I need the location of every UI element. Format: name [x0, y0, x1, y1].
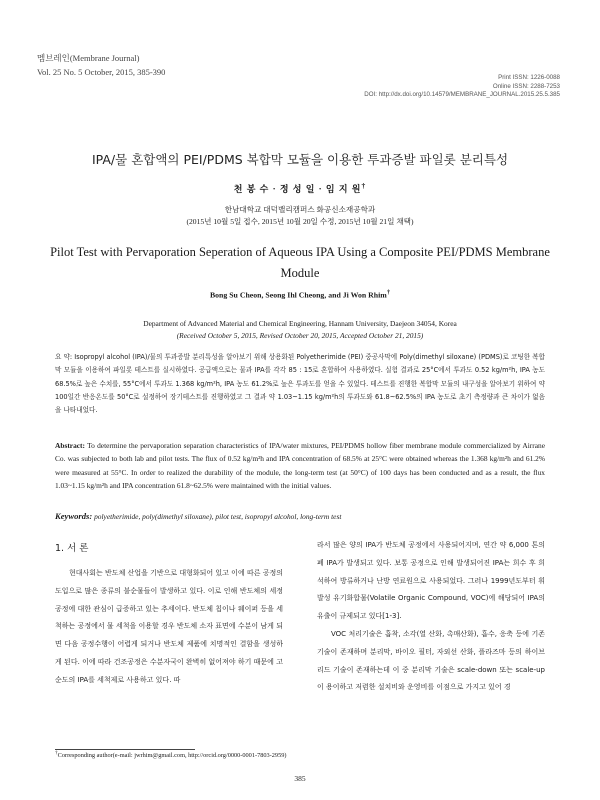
- english-abstract-text: To determine the pervaporation separation characteristics of IPA/water mixtures, PEI/PDMS hollow fiber membrane module commercialized by Airrane Co. was subjected to both lab and pilot tests. The flux of 0.52 kg/m²h and IPA concentration of 68.5% at 25°C were obtained whereas the 1.368 kg/m²h and 61.2% were measured at 55°C. In order to realized the durability of the module, the long-term test (at 50°C) of 100 days has been conducted and as a result, the flux 1.03~1.15 kg/m²h and IPA concentration 61.8~62.5% were maintained with the initial values.: [55, 441, 545, 490]
- footnote-text: Corresponding author(e-mail: jwrhim@gmail.com, http://orcid.org/0000-0001-7803-2959): [57, 752, 287, 760]
- korean-abstract-text: Isopropyl alcohol (IPA)/물의 투과증발 분리특성을 알아보기 위해 상용화된 Polyetherimide (PEI) 중공사막에 Poly(dimethyl siloxane) (PDMS)로 코팅한 복합막 모듈을 이용하여 파일롯 테스트를 실시하였다. 공급액으로는 물과 IPA를 각각 85 : 15로 혼합하여 사용하였다. 실험 결과로 25°C에서 투과도 0.52 kg/m²h, IPA 농도 68.5%로 높은 수치를, 55°C에서 투과도 1.368 kg/m²h, IPA 농도 61.2%로 높은 투과도를 얻을 수 있었다. 테스트를 진행한 복합막 모듈의 내구성을 알아보기 위하여 약 100일간 반응온도를 50°C로 설정하여 장기테스트를 진행하였고 그 결과 약 1.03~1.15 kg/m²h의 투과도와 61.8~62.5%의 IPA 농도로 초기 측정량과 큰 차이가 없음을 나타내었다.: [55, 353, 545, 415]
- english-authors: [0, 289, 600, 300]
- korean-author-names: 천 봉 수 · 정 성 일 · 임 지 원: [233, 184, 362, 194]
- korean-title: IPA/물 혼합액의 PEI/PDMS 복합막 모듈을 이용한 투과증발 파일롯 분리특성: [91, 152, 509, 167]
- english-title: Pilot Test with Pervaporation Seperation of Aqueous IPA Using a Composite PEI/PDMS Membrane Module: [50, 245, 550, 280]
- body-right-column: [317, 537, 545, 697]
- korean-authors: [0, 181, 600, 195]
- section-heading: 1. 서 론: [55, 543, 89, 554]
- english-received: (Received October 5, 2015, Revised October 20, 2015, Accepted October 21, 2015): [176, 331, 424, 340]
- journal-name: 멤브레인(Membrane Journal): [37, 53, 140, 63]
- keywords-label: Keywords:: [55, 511, 93, 521]
- print-issn: Print ISSN: 1226-0088: [498, 74, 560, 81]
- korean-abstract-label: 요 약:: [55, 353, 73, 361]
- korean-received: (2015년 10월 5일 접수, 2015년 10월 20일 수정, 2015년 10월 21일 채택): [186, 217, 414, 226]
- body-right-paragraph-2: VOC 처리기술은 흡착, 소각(열 산화, 촉매산화), 흡수, 응축 등에 기존 기술이 존재하며 분리막, 바이오 필터, 자외선 산화, 플라즈마 등의 하이브리드 기술이 존재하는데 이 중 분리막 기술은 scale-down 또는 scale-up이 용이하고 저렴한 설치비와 운영비를 이점으로 가지고 있어 경: [317, 629, 545, 692]
- body-left-column: 현대사회는 반도체 산업을 기반으로 대형화되어 있고 이에 따른 공정의 도입으로 많은 종류의 불순물들이 발생하고 있다. 이로 인해 반도체의 세정공정에 대한 관심이 급증하고 있는 추세이다. 반도체 칩이나 웨이퍼 등을 세척하는 공정에서 물 세척을 이용할 경우 반도체 소자 표면에 수분이 남게 되면 다음 공정수행이 어렵게 되거나 반도체 제품에 치명적인 결함을 생성하게 된다. 이에 따라 건조공정은 수분자국이 완벽히 없어져야 하기 때문에 고순도의 IPA를 세척제로 사용하고 있다. 따: [55, 569, 283, 684]
- volume-line: Vol. 25 No. 5 October, 2015, 385-390: [37, 67, 166, 77]
- korean-abstract: [55, 351, 545, 417]
- issn-block: [364, 74, 560, 100]
- doi-link[interactable]: DOI: http://dx.doi.org/10.14579/MEMBRANE_JOURNAL.2015.25.5.385: [364, 91, 560, 99]
- korean-affiliation: 한남대학교 대덕밸리캠퍼스 화공신소재공학과: [224, 205, 376, 214]
- keywords-text: polyetherimide, poly(dimethyl siloxane), pilot test, isopropyl alcohol, long-term test: [94, 512, 342, 521]
- journal-header: [37, 51, 165, 79]
- footnote: [55, 750, 286, 759]
- body-right-paragraph-1: 라서 많은 양의 IPA가 반도체 공정에서 사용되어지며, 연간 약 6,000 톤의 폐 IPA가 발생되고 있다. 보통 공정으로 인해 발생되어진 IPA는 희수 후 희석하여 방류하거나 난방 연료원으로 사용되었다. 그러나 1999년도부터 휘발성 유기화합물(Volatile Organic Compound, VOC)에 해당되어 IPA의 유출이 규제되고 있다[1-3].: [317, 541, 545, 621]
- english-affiliation: Department of Advanced Material and Chemical Engineering, Hannam University, Daejeon 34054, Korea: [143, 319, 457, 328]
- english-author-names: Bong Su Cheon, Seong Ihl Cheong, and Ji Won Rhim: [209, 290, 387, 300]
- footnote-mark: †: [55, 750, 58, 756]
- online-issn: Online ISSN: 2288-7253: [492, 82, 560, 90]
- keywords: [55, 511, 545, 521]
- korean-author-mark: †: [361, 181, 367, 190]
- english-affiliation-block: [0, 318, 600, 342]
- english-abstract: [55, 439, 545, 492]
- korean-affiliation-block: [0, 204, 600, 228]
- page-number: 385: [294, 774, 306, 783]
- english-author-mark: †: [386, 289, 391, 296]
- english-abstract-label: Abstract:: [55, 441, 85, 450]
